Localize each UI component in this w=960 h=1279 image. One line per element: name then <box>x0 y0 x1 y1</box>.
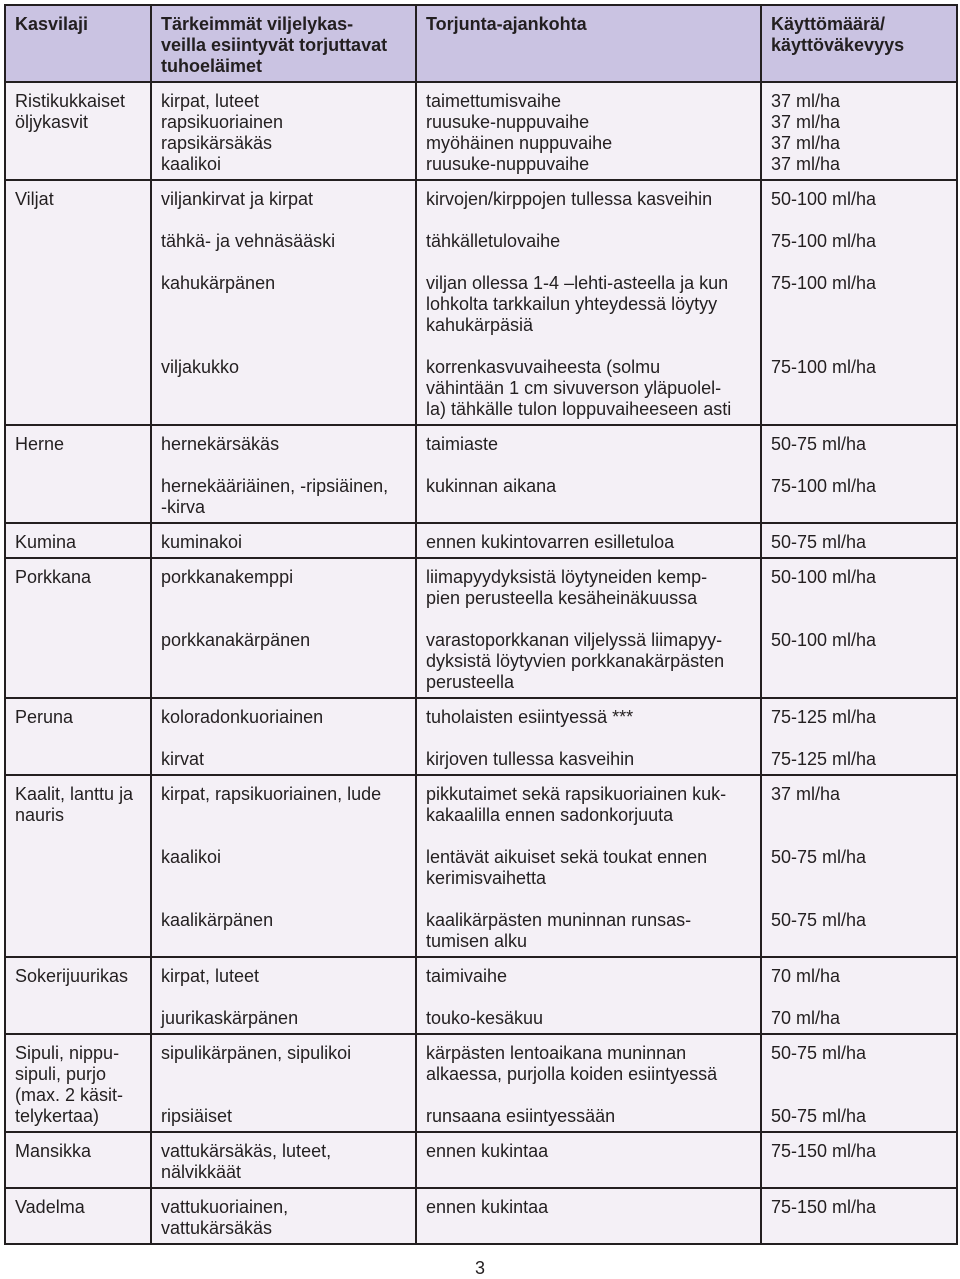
text-line: perusteella <box>426 672 515 692</box>
text-line: 75-100 ml/ha <box>771 476 877 496</box>
text-line: Peruna <box>15 707 74 727</box>
dose-entry <box>771 1197 947 1239</box>
text-line: 75-100 ml/ha <box>771 273 877 293</box>
table-row <box>5 558 957 698</box>
pesticide-table <box>4 4 958 1245</box>
dose-entry <box>771 91 947 175</box>
dose-entry <box>771 434 947 455</box>
text-line: 75-125 ml/ha <box>771 707 877 727</box>
dose-entry <box>771 532 947 553</box>
dose-entry <box>771 189 947 210</box>
header-row <box>5 5 957 82</box>
text-line: nälvikkäät <box>161 1162 242 1182</box>
text-line: vattukärsäkäs, luteet, <box>161 1141 332 1161</box>
dose-entry <box>771 749 947 770</box>
pest-entry <box>161 273 406 336</box>
text-line: 50-75 ml/ha <box>771 1106 867 1126</box>
timing-entry <box>426 910 751 952</box>
pest-entry <box>161 1043 406 1085</box>
dose-entry <box>771 910 947 952</box>
text-line: kirjoven tullessa kasveihin <box>426 749 635 769</box>
text-line: kakaalilla ennen sadonkorjuuta <box>426 805 674 825</box>
dose-cell <box>761 957 957 1034</box>
pest-entry <box>161 630 406 693</box>
timing-entry <box>426 357 751 420</box>
text-line: ennen kukintaa <box>426 1197 549 1217</box>
text-line: hernekärsäkäs <box>161 434 280 454</box>
text-line: alkaessa, purjolla koiden esiintyessä <box>426 1064 718 1084</box>
text-line: 75-125 ml/ha <box>771 749 877 769</box>
table-row <box>5 775 957 957</box>
crop-cell <box>5 1034 151 1132</box>
pest-entry <box>161 189 406 210</box>
table-row <box>5 180 957 425</box>
timing-entry <box>426 1197 751 1239</box>
text-line: tuhoeläimet <box>161 56 263 76</box>
text-line: Mansikka <box>15 1141 92 1161</box>
timing-entry <box>426 532 751 553</box>
crop-cell <box>5 523 151 558</box>
dose-cell <box>761 180 957 425</box>
dose-entry <box>771 784 947 826</box>
text-line: 70 ml/ha <box>771 1008 841 1028</box>
text-line: nauris <box>15 805 65 825</box>
text-line: koloradonkuoriainen <box>161 707 324 727</box>
text-line: tähkä- ja vehnäsääski <box>161 231 336 251</box>
text-line: ennen kukintaa <box>426 1141 549 1161</box>
dose-entry <box>771 847 947 889</box>
dose-entry <box>771 707 947 728</box>
pest-cell <box>151 523 416 558</box>
timing-cell <box>416 957 761 1034</box>
pest-cell <box>151 957 416 1034</box>
table-row <box>5 1132 957 1188</box>
dose-entry <box>771 1106 947 1127</box>
dose-cell <box>761 698 957 775</box>
text-line: kaalikärpästen muninnan runsas- <box>426 910 692 930</box>
timing-entry <box>426 231 751 252</box>
dose-cell <box>761 523 957 558</box>
timing-entry <box>426 1141 751 1183</box>
pest-entry <box>161 966 406 987</box>
timing-entry <box>426 707 751 728</box>
crop-cell <box>5 82 151 180</box>
timing-entry <box>426 1106 751 1127</box>
text-line: taimettumisvaihe <box>426 91 562 111</box>
pest-entry <box>161 567 406 609</box>
table-row <box>5 957 957 1034</box>
timing-entry <box>426 1043 751 1085</box>
text-line: runsaana esiintyessään <box>426 1106 616 1126</box>
text-line: viljakukko <box>161 357 240 377</box>
text-line: kaalikoi <box>161 154 222 174</box>
text-line: kukinnan aikana <box>426 476 557 496</box>
text-line: porkkanakärpänen <box>161 630 311 650</box>
pest-entry <box>161 476 406 518</box>
dose-entry <box>771 1043 947 1085</box>
text-line: rapsikärsäkäs <box>161 133 273 153</box>
text-line: 50-100 ml/ha <box>771 189 877 209</box>
text-line: 75-100 ml/ha <box>771 231 877 251</box>
dose-entry <box>771 476 947 518</box>
text-line: Kasvilaji <box>15 14 89 34</box>
timing-cell <box>416 82 761 180</box>
dose-entry <box>771 966 947 987</box>
timing-cell <box>416 1188 761 1244</box>
text-line: hernekääriäinen, -ripsiäinen, <box>161 476 389 496</box>
timing-entry <box>426 189 751 210</box>
crop-cell <box>5 775 151 957</box>
text-line: ruusuke-nuppuvaihe <box>426 112 590 132</box>
text-line: taimiaste <box>426 434 499 454</box>
text-line: kärpästen lentoaikana muninnan <box>426 1043 687 1063</box>
text-line: 50-75 ml/ha <box>771 1043 867 1063</box>
text-line: 50-75 ml/ha <box>771 910 867 930</box>
text-line: korrenkasvuvaiheesta (solmu <box>426 357 661 377</box>
pest-entry <box>161 434 406 455</box>
dose-entry <box>771 273 947 336</box>
crop-cell <box>5 957 151 1034</box>
header-crop <box>5 5 151 82</box>
text-line: Sipuli, nippu- <box>15 1043 120 1063</box>
timing-cell <box>416 523 761 558</box>
text-line: vähintään 1 cm sivuverson yläpuolel- <box>426 378 722 398</box>
text-line: sipulikärpänen, sipulikoi <box>161 1043 352 1063</box>
dose-entry <box>771 630 947 693</box>
text-line: pien perusteella kesäheinäkuussa <box>426 588 698 608</box>
timing-cell <box>416 1034 761 1132</box>
text-line: viljan ollessa 1-4 –lehti-asteella ja kun <box>426 273 729 293</box>
dose-cell <box>761 1034 957 1132</box>
text-line: vattukärsäkäs <box>161 1218 273 1238</box>
header-dose <box>761 5 957 82</box>
text-line: rapsikuoriainen <box>161 112 284 132</box>
timing-entry <box>426 434 751 455</box>
text-line: ruusuke-nuppuvaihe <box>426 154 590 174</box>
pest-entry <box>161 231 406 252</box>
table-row <box>5 425 957 523</box>
text-line: 50-100 ml/ha <box>771 567 877 587</box>
table-row <box>5 1034 957 1132</box>
timing-entry <box>426 966 751 987</box>
text-line: dyksistä löytyvien porkkanakärpästen <box>426 651 725 671</box>
text-line: kirvat <box>161 749 205 769</box>
timing-cell <box>416 180 761 425</box>
text-line: viljankirvat ja kirpat <box>161 189 314 209</box>
text-line: (max. 2 käsit- <box>15 1085 124 1105</box>
table-body <box>5 82 957 1244</box>
pest-entry <box>161 707 406 728</box>
text-line: kaalikoi <box>161 847 222 867</box>
pest-entry <box>161 91 406 175</box>
timing-entry <box>426 630 751 693</box>
text-line: 50-75 ml/ha <box>771 434 867 454</box>
pest-cell <box>151 1132 416 1188</box>
text-line: vattukuoriainen, <box>161 1197 289 1217</box>
text-line: 75-100 ml/ha <box>771 357 877 377</box>
pest-cell <box>151 775 416 957</box>
timing-entry <box>426 476 751 518</box>
crop-cell <box>5 425 151 523</box>
table-row <box>5 1188 957 1244</box>
text-line: Torjunta-ajankohta <box>426 14 587 34</box>
table-row <box>5 82 957 180</box>
timing-entry <box>426 749 751 770</box>
pest-entry <box>161 749 406 770</box>
text-line: kirpat, luteet <box>161 91 260 111</box>
table-row <box>5 523 957 558</box>
text-line: Kumina <box>15 532 77 552</box>
text-line: Vadelma <box>15 1197 85 1217</box>
dose-entry <box>771 231 947 252</box>
text-line: ripsiäiset <box>161 1106 233 1126</box>
text-line: lohkolta tarkkailun yhteydessä löytyy <box>426 294 718 314</box>
text-line: kahukärpäsiä <box>426 315 534 335</box>
pest-entry <box>161 1141 406 1183</box>
crop-cell <box>5 698 151 775</box>
header-timing <box>416 5 761 82</box>
text-line: 37 ml/ha <box>771 91 841 111</box>
pest-entry <box>161 1197 406 1239</box>
pest-entry <box>161 910 406 952</box>
timing-entry <box>426 91 751 175</box>
text-line: telykertaa) <box>15 1106 100 1126</box>
text-line: Sokerijuurikas <box>15 966 129 986</box>
crop-cell <box>5 180 151 425</box>
text-line: käyttöväkevyys <box>771 35 905 55</box>
text-line: la) tähkälle tulon loppuvaiheeseen asti <box>426 399 732 419</box>
text-line: pikkutaimet sekä rapsikuoriainen kuk- <box>426 784 727 804</box>
timing-entry <box>426 784 751 826</box>
crop-cell <box>5 1132 151 1188</box>
text-line: Kaalit, lanttu ja <box>15 784 134 804</box>
table-row <box>5 698 957 775</box>
text-line: taimivaihe <box>426 966 508 986</box>
crop-cell <box>5 1188 151 1244</box>
text-line: veilla esiintyvät torjuttavat <box>161 35 388 55</box>
text-line: myöhäinen nuppuvaihe <box>426 133 613 153</box>
text-line: Herne <box>15 434 65 454</box>
pest-entry <box>161 357 406 420</box>
pest-cell <box>151 558 416 698</box>
dose-cell <box>761 775 957 957</box>
text-line: tähkälletulovaihe <box>426 231 561 251</box>
text-line: lentävät aikuiset sekä toukat ennen <box>426 847 708 867</box>
dose-cell <box>761 425 957 523</box>
timing-entry <box>426 1008 751 1029</box>
pest-entry <box>161 847 406 889</box>
timing-cell <box>416 698 761 775</box>
text-line: kaalikärpänen <box>161 910 274 930</box>
text-line: 37 ml/ha <box>771 112 841 132</box>
header-pests <box>151 5 416 82</box>
dose-entry <box>771 567 947 609</box>
dose-cell <box>761 1188 957 1244</box>
text-line: Tärkeimmät viljelykas- <box>161 14 354 34</box>
text-line: touko-kesäkuu <box>426 1008 544 1028</box>
text-line: Porkkana <box>15 567 92 587</box>
timing-entry <box>426 847 751 889</box>
pest-cell <box>151 1034 416 1132</box>
text-line: Viljat <box>15 189 54 209</box>
timing-cell <box>416 425 761 523</box>
text-line: 37 ml/ha <box>771 784 841 804</box>
pest-entry <box>161 1008 406 1029</box>
pest-entry <box>161 532 406 553</box>
text-line: kahukärpänen <box>161 273 276 293</box>
crop-cell <box>5 558 151 698</box>
dose-cell <box>761 1132 957 1188</box>
dose-entry <box>771 357 947 420</box>
timing-entry <box>426 567 751 609</box>
text-line: tuholaisten esiintyessä *** <box>426 707 634 727</box>
text-line: kerimisvaihetta <box>426 868 547 888</box>
text-line: Käyttömäärä/ <box>771 14 886 34</box>
text-line: öljykasvit <box>15 112 89 132</box>
pest-cell <box>151 1188 416 1244</box>
text-line: sipuli, purjo <box>15 1064 107 1084</box>
text-line: tumisen alku <box>426 931 528 951</box>
pest-cell <box>151 698 416 775</box>
text-line: 70 ml/ha <box>771 966 841 986</box>
pest-cell <box>151 425 416 523</box>
text-line: ennen kukintovarren esilletuloa <box>426 532 675 552</box>
text-line: kuminakoi <box>161 532 243 552</box>
dose-entry <box>771 1141 947 1183</box>
text-line: -kirva <box>161 497 205 517</box>
timing-cell <box>416 775 761 957</box>
text-line: liimapyydyksistä löytyneiden kemp- <box>426 567 708 587</box>
text-line: 37 ml/ha <box>771 154 841 174</box>
text-line: kirvojen/kirppojen tullessa kasveihin <box>426 189 713 209</box>
page-number: 3 <box>474 1258 485 1278</box>
pest-cell <box>151 82 416 180</box>
text-line: kirpat, luteet <box>161 966 260 986</box>
pest-entry <box>161 784 406 826</box>
timing-cell <box>416 1132 761 1188</box>
pest-cell <box>151 180 416 425</box>
text-line: varastoporkkanan viljelyssä liimapyy- <box>426 630 723 650</box>
text-line: juurikaskärpänen <box>161 1008 299 1028</box>
dose-cell <box>761 558 957 698</box>
text-line: 37 ml/ha <box>771 133 841 153</box>
dose-cell <box>761 82 957 180</box>
text-line: 50-100 ml/ha <box>771 630 877 650</box>
text-line: 75-150 ml/ha <box>771 1197 877 1217</box>
timing-entry <box>426 273 751 336</box>
dose-entry <box>771 1008 947 1029</box>
timing-cell <box>416 558 761 698</box>
text-line: 50-75 ml/ha <box>771 847 867 867</box>
text-line: 50-75 ml/ha <box>771 532 867 552</box>
text-line: Ristikukkaiset <box>15 91 126 111</box>
text-line: porkkanakemppi <box>161 567 294 587</box>
pest-entry <box>161 1106 406 1127</box>
text-line: 75-150 ml/ha <box>771 1141 877 1161</box>
text-line: kirpat, rapsikuoriainen, lude <box>161 784 382 804</box>
